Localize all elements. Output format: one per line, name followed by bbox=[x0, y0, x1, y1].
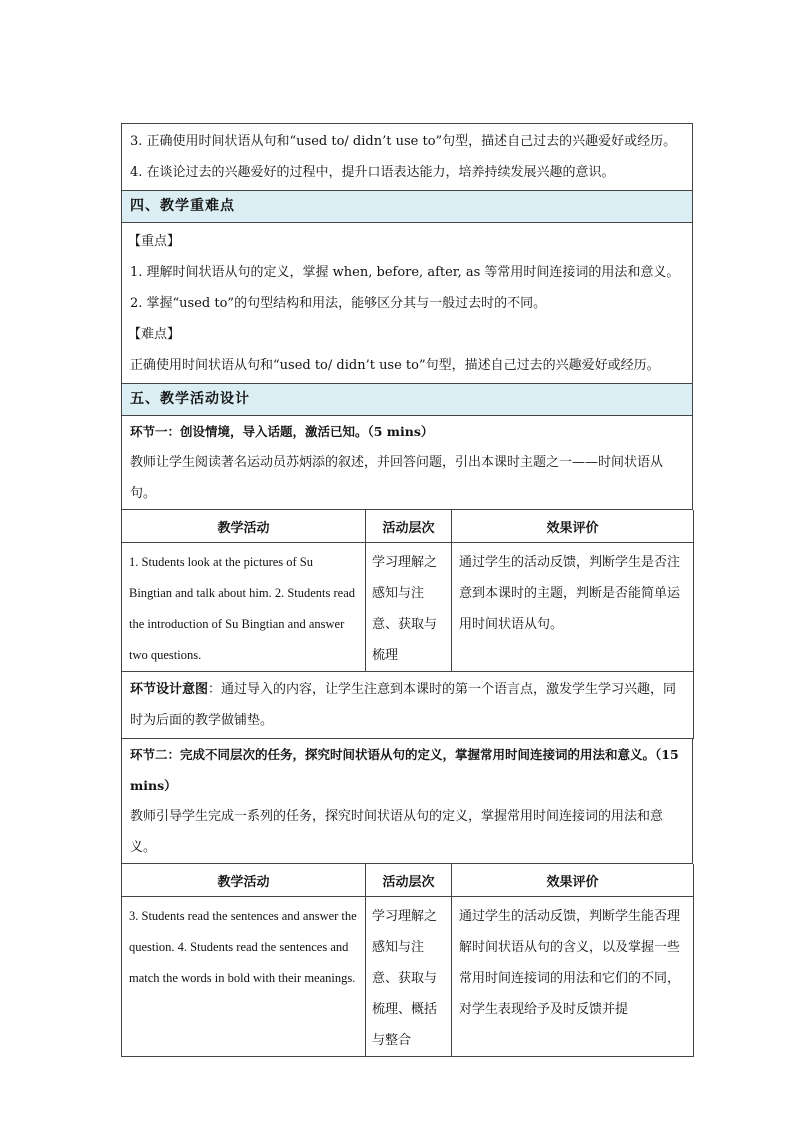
stage-1-activities: 1. Students look at the pictures of Su Bingtian and talk about him. 2. Students read the introduction of Su Bingtian and answer two questions. bbox=[122, 543, 366, 672]
stage-2-intro bbox=[121, 739, 693, 864]
stage-2-level: 学习理解之感知与注意、获取与梳理、概括与整合 bbox=[366, 897, 452, 1057]
column-activity: 教学活动 bbox=[122, 864, 366, 897]
key-point-1: 1. 理解时间状语从句的定义，掌握 when, before, after, as 等常用时间连接词的用法和意义。 bbox=[130, 265, 680, 280]
stage-2-activity-table bbox=[121, 864, 694, 1057]
stage-1-intro bbox=[121, 416, 693, 510]
stage-1-level: 学习理解之感知与注意、获取与梳理 bbox=[366, 543, 452, 672]
difficult-point-1: 正确使用时间状语从句和“used to/ didn’t use to”句型，描述自己过去的兴趣爱好或经历。 bbox=[130, 358, 660, 373]
stage-2-evaluation: 通过学生的活动反馈，判断学生能否理解时间状语从句的含义，以及掌握一些常用时间连接词的用法和它们的不同，对学生表现给予及时反馈并提 bbox=[452, 897, 694, 1057]
stage-1-activity-table bbox=[121, 510, 694, 739]
objectives-block bbox=[121, 123, 693, 191]
stage-2-activities: 3. Students read the sentences and answer the question. 4. Students read the sentences and match the words in bold with their meanings. bbox=[122, 897, 366, 1057]
design-intent-text: 通过导入的内容，让学生注意到本课时的第一个语言点，激发学生学习兴趣，同时为后面的教学做铺垫。 bbox=[130, 682, 677, 728]
stage-2-description: 教师引导学生完成一系列的任务，探究时间状语从句的定义，掌握常用时间连接词的用法和意义。 bbox=[130, 809, 664, 855]
key-difficult-points bbox=[121, 223, 693, 384]
key-point-2: 2. 掌握“used to”的句型结构和用法，能够区分其与一般过去时的不同。 bbox=[130, 296, 547, 311]
column-activity: 教学活动 bbox=[122, 510, 366, 543]
section-5-heading: 五、教学活动设计 bbox=[121, 384, 693, 416]
stage-2-title: 环节二：完成不同层次的任务，探究时间状语从句的定义，掌握常用时间连接词的用法和意义。（15 mins） bbox=[130, 747, 679, 793]
design-intent-label: 环节设计意图 bbox=[130, 682, 209, 697]
stage-1-title: 环节一：创设情境，导入话题，激活已知。（5 mins） bbox=[130, 424, 434, 439]
column-evaluation: 效果评价 bbox=[452, 864, 694, 897]
objective-3: 3. 正确使用时间状语从句和“used to/ didn’t use to”句型，描述自己过去的兴趣爱好或经历。 bbox=[130, 134, 677, 149]
key-points-label: 【重点】 bbox=[128, 234, 181, 249]
objective-4: 4. 在谈论过去的兴趣爱好的过程中，提升口语表达能力，培养持续发展兴趣的意识。 bbox=[130, 165, 615, 180]
stage-1-description: 教师让学生阅读著名运动员苏炳添的叙述，并回答问题，引出本课时主题之一——时间状语从句。 bbox=[130, 455, 664, 501]
column-level: 活动层次 bbox=[366, 510, 452, 543]
column-evaluation: 效果评价 bbox=[452, 510, 694, 543]
difficult-points-label: 【难点】 bbox=[128, 327, 181, 342]
section-4-heading: 四、教学重难点 bbox=[121, 191, 693, 223]
lesson-plan-page bbox=[121, 123, 693, 1057]
stage-1-evaluation: 通过学生的活动反馈，判断学生是否注意到本课时的主题，判断是否能简单运用时间状语从句。 bbox=[452, 543, 694, 672]
stage-1-design-intent: 环节设计意图：通过导入的内容，让学生注意到本课时的第一个语言点，激发学生学习兴趣，同时为后面的教学做铺垫。 bbox=[122, 672, 694, 739]
column-level: 活动层次 bbox=[366, 864, 452, 897]
